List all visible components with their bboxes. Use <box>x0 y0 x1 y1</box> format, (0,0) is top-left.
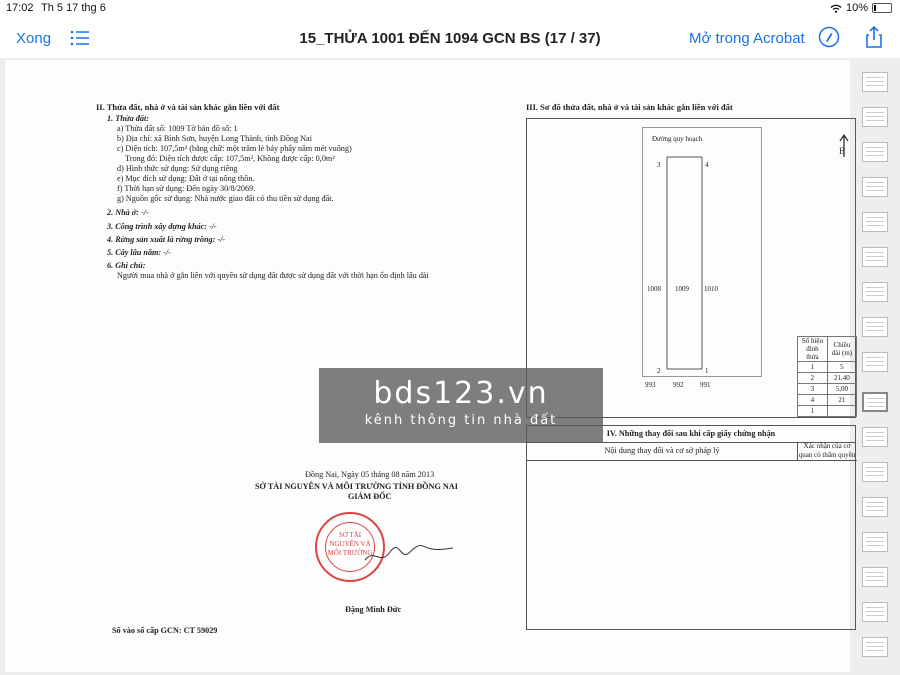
watermark-title: bds123.vn <box>373 376 549 411</box>
usage-form: d) Hình thức sử dụng: Sử dụng riêng <box>117 164 238 173</box>
status-date: Th 5 17 thg 6 <box>41 2 106 14</box>
page-thumbnail[interactable] <box>862 427 888 447</box>
parcel-number: a) Thửa đất số: 1009 Tờ bản đồ số: 1 <box>117 124 238 133</box>
lot-1008-label: 1008 <box>647 285 661 293</box>
signer-name: Đặng Minh Đức <box>345 605 402 614</box>
parcel-address: b) Địa chỉ: xã Bình Sơn, huyện Long Thành, tỉnh Đồng Nai <box>117 134 312 143</box>
battery-icon <box>872 3 892 13</box>
vertex-table-header-length: Chiều dài (m) <box>827 337 856 362</box>
vertex-1-label: 1 <box>705 367 709 375</box>
table-cell: 5,00 <box>827 384 856 395</box>
page-thumbnail[interactable] <box>862 317 888 337</box>
vertex-4-label: 4 <box>705 161 709 169</box>
watermark <box>319 368 603 443</box>
document-page <box>5 60 856 672</box>
page-thumbnail[interactable] <box>862 212 888 232</box>
note-text: Người mua nhà ở gắn liền với quyền sử dụng đất được sử dụng đất với thời hạn ổn định lâu dài <box>117 271 429 280</box>
page-thumbnail[interactable] <box>862 532 888 552</box>
status-bar <box>0 0 900 18</box>
page-thumbnail[interactable] <box>862 497 888 517</box>
signer-role: GIÁM ĐỐC <box>348 492 392 501</box>
item-5: 5. Cây lâu năm: -/- <box>107 248 171 257</box>
wifi-icon <box>830 4 842 13</box>
page-thumbnail[interactable] <box>862 567 888 587</box>
toolbar <box>0 18 900 58</box>
vertex-table-header-id: Số hiệu đỉnh thửa <box>798 337 828 362</box>
changes-col-content: Nội dung thay đổi và cơ sở pháp lý <box>527 442 798 461</box>
changes-col-confirm: Xác nhận của cơ quan có thẩm quyền <box>798 442 856 459</box>
status-right <box>830 2 892 14</box>
lot-992-label: 992 <box>673 381 684 389</box>
registry-number: Số vào sổ cấp GCN: CT 59029 <box>112 626 218 635</box>
table-cell: 4 <box>798 395 828 406</box>
lot-1009-label: 1009 <box>675 285 689 293</box>
lot-1010-label: 1010 <box>704 285 718 293</box>
thumbnail-strip[interactable] <box>852 62 900 675</box>
done-button[interactable]: Xong <box>16 30 52 47</box>
page-thumbnail[interactable] <box>862 177 888 197</box>
table-cell: 5 <box>827 362 856 373</box>
section-3-title: III. Sơ đồ thửa đất, nhà ở và tài sản khác gắn liền với đất <box>526 102 733 112</box>
signature <box>360 540 460 570</box>
page-thumbnail[interactable] <box>862 142 888 162</box>
place-date: Đồng Nai, Ngày 05 tháng 08 năm 2013 <box>305 470 435 479</box>
section-4-title: IV. Những thay đổi sau khi cấp giấy chứng nhận <box>527 426 855 443</box>
list-icon[interactable] <box>70 30 90 46</box>
usage-purpose: e) Mục đích sử dụng: Đất ở tại nông thôn. <box>117 174 255 183</box>
markup-icon[interactable] <box>818 26 840 48</box>
item-1-heading: 1. Thửa đất: <box>107 114 149 123</box>
page-thumbnail[interactable] <box>862 247 888 267</box>
battery-percent: 10% <box>845 2 868 14</box>
page-thumbnail[interactable] <box>862 462 888 482</box>
vertex-table <box>797 336 857 417</box>
open-in-acrobat-button[interactable]: Mở trong Acrobat <box>689 30 805 47</box>
page-thumbnail[interactable] <box>862 107 888 127</box>
usage-term: f) Thời hạn sử dụng: Đến ngày 30/8/2069. <box>117 184 256 193</box>
page-thumbnail[interactable] <box>862 602 888 622</box>
north-arrow-icon <box>837 134 851 158</box>
item-2: 2. Nhà ở: -/- <box>107 208 149 217</box>
item-6: 6. Ghi chú: <box>107 261 146 270</box>
page-thumbnail[interactable] <box>862 72 888 92</box>
road-label: Đường quy hoạch <box>652 135 703 143</box>
usage-origin: g) Nguồn gốc sử dụng: Nhà nước giao đất có thu tiền sử dụng đất. <box>117 194 334 203</box>
table-cell: 1 <box>798 406 828 417</box>
share-icon[interactable] <box>864 25 884 49</box>
status-time: 17:02 <box>6 2 34 14</box>
document-title: 15_THỬA 1001 ĐẾN 1094 GCN BS (17 / 37) <box>299 30 601 47</box>
lot-991-label: 991 <box>700 381 711 389</box>
table-cell: 3 <box>798 384 828 395</box>
page-thumbnail-current[interactable] <box>862 392 888 412</box>
seal-text: SỞ TÀI NGUYÊN VÀ MÔI TRƯỜNG <box>325 522 375 572</box>
watermark-subtitle: kênh thông tin nhà đất <box>364 413 558 428</box>
table-cell: 21 <box>827 395 856 406</box>
item-3: 3. Công trình xây dựng khác: -/- <box>107 222 217 231</box>
table-cell: 21,40 <box>827 373 856 384</box>
item-4: 4. Rừng sản xuất là rừng trồng: -/- <box>107 235 226 244</box>
vertex-3-label: 3 <box>657 161 661 169</box>
table-cell: 1 <box>798 362 828 373</box>
parcel-area-detail: Trong đó: Diện tích được cấp: 107,5m², Không được cấp: 0,0m² <box>125 154 335 163</box>
page-thumbnail[interactable] <box>862 282 888 302</box>
document-viewer[interactable] <box>0 58 900 675</box>
svg-text:B: B <box>839 146 846 156</box>
page-thumbnail[interactable] <box>862 352 888 372</box>
issuing-agency: SỞ TÀI NGUYÊN VÀ MÔI TRƯỜNG TỈNH ĐỒNG NAI <box>255 482 458 491</box>
lot-993-label: 993 <box>645 381 656 389</box>
parcel-area: c) Diện tích: 107,5m² (bằng chữ: một trăm lẻ bảy phẩy năm mét vuông) <box>117 144 352 153</box>
page-thumbnail[interactable] <box>862 637 888 657</box>
table-cell: 2 <box>798 373 828 384</box>
changes-table <box>526 425 856 630</box>
section-2-title: II. Thửa đất, nhà ở và tài sản khác gắn liền với đất <box>96 102 280 112</box>
vertex-2-label: 2 <box>657 367 661 375</box>
